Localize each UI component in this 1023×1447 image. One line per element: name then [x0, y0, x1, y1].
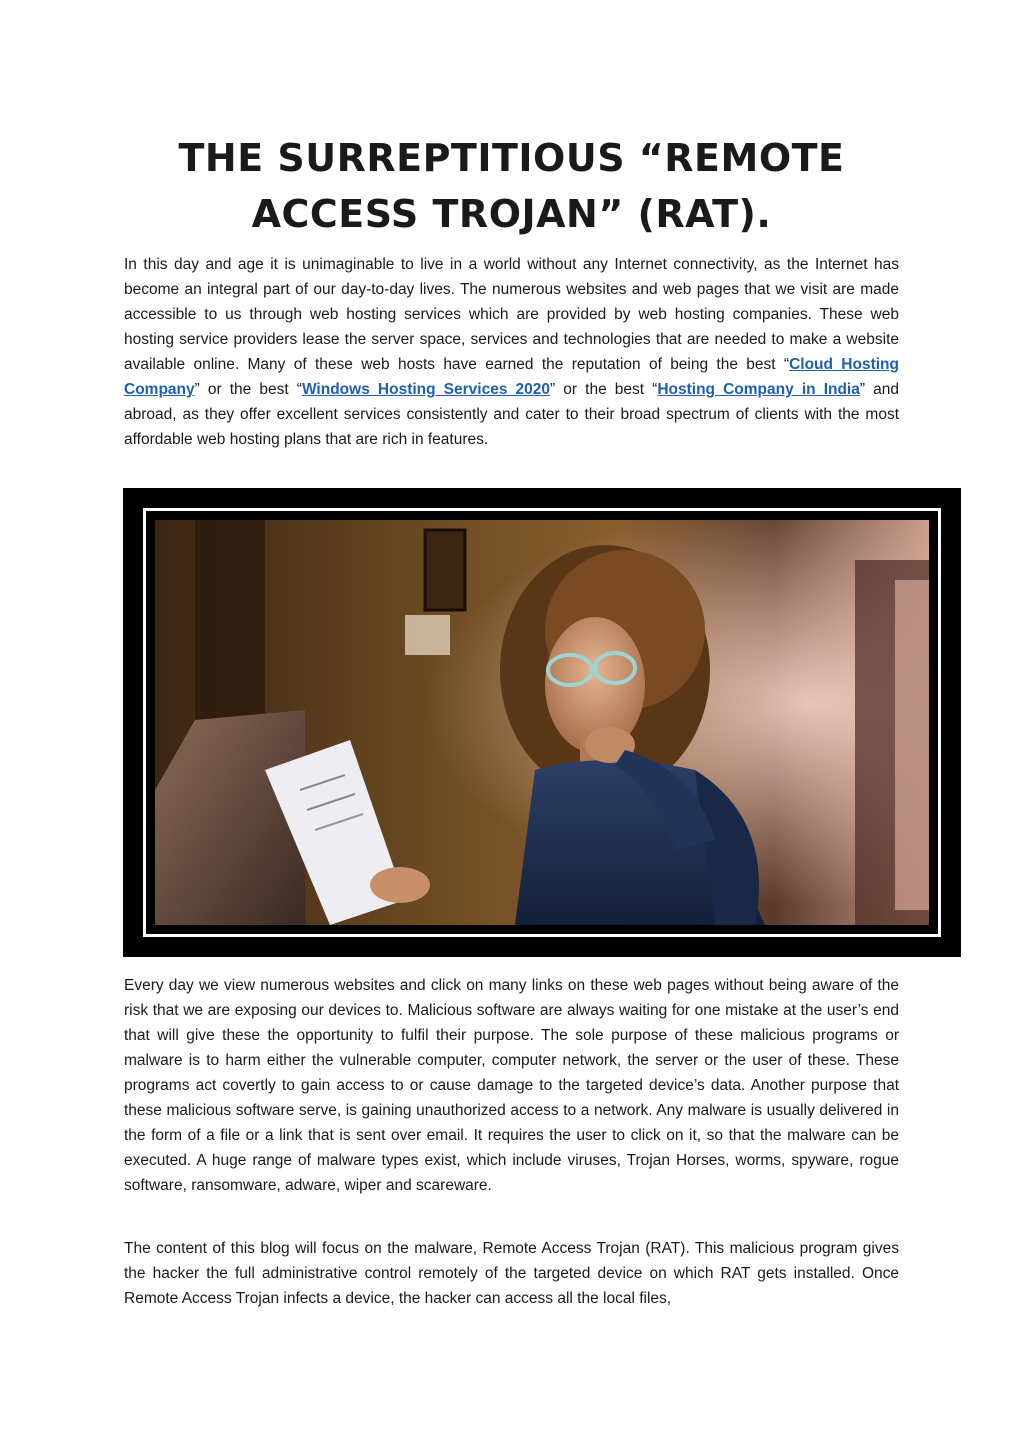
- body-paragraph-malware: Every day we view numerous websites and click on many links on these web pages without being aware of the risk that we are exposing our devices to. Malicious software are always waiting for one mistake at the user’s end that will give these the opportunity to fulfil their purpose. The sole purpose of these malicious programs or malware is to harm either the vulnerable computer, computer network, the server or the user of these. These programs act covertly to gain access to or cause damage to the targeted device’s data. Another purpose that these malicious software serve, is gaining unauthorized access to a network. Any malware is usually delivered in the form of a file or a link that is sent over email. It requires the user to click on it, so that the malware can be executed. A huge range of malware types exist, which include viruses, Trojan Horses, worms, spyware, rogue software, ransomware, adware, wiper and scareware.: [124, 977, 899, 1194]
- photo-frame: [123, 488, 961, 957]
- windows-hosting-link[interactable]: Windows Hosting Services 2020: [301, 381, 551, 398]
- intro-text-2: ” or the best “: [194, 381, 302, 398]
- photo-illustration: [155, 520, 929, 925]
- intro-paragraph: [124, 252, 899, 452]
- hosting-india-link[interactable]: Hosting Company in India: [657, 381, 860, 398]
- intro-text-4: ” and abroad, as they offer excellent services consistently and cater to their broad spectrum of clients with the most affordable web hosting plans that are rich in features.: [124, 381, 899, 448]
- intro-text-3: ” or the best “: [550, 381, 658, 398]
- photo-woman-reading-document: [155, 520, 929, 925]
- title-line-1: THE SURREPTITIOUS “REMOTE: [178, 136, 845, 180]
- cloud-hosting-link[interactable]: Cloud Hosting Company: [124, 356, 899, 398]
- page-title: [120, 130, 903, 242]
- title-line-2: ACCESS TROJAN” (RAT).: [251, 192, 772, 236]
- body-paragraph-rat: The content of this blog will focus on the malware, Remote Access Trojan (RAT). This malicious program gives the hacker the full administrative control remotely of the targeted device on which RAT gets installed. Once Remote Access Trojan infects a device, the hacker can access all the local files,: [124, 1240, 899, 1307]
- intro-text-1: In this day and age it is unimaginable to live in a world without any Internet connectivity, as the Internet has become an integral part of our day-to-day lives. The numerous websites and web pages that we visit are made accessible to us through web hosting services which are provided by web hosting companies. These web hosting service providers lease the server space, services and technologies that are needed to make a website available online. Many of these web hosts have earned the reputation of being the best “: [124, 256, 899, 373]
- photo-border: [143, 508, 941, 937]
